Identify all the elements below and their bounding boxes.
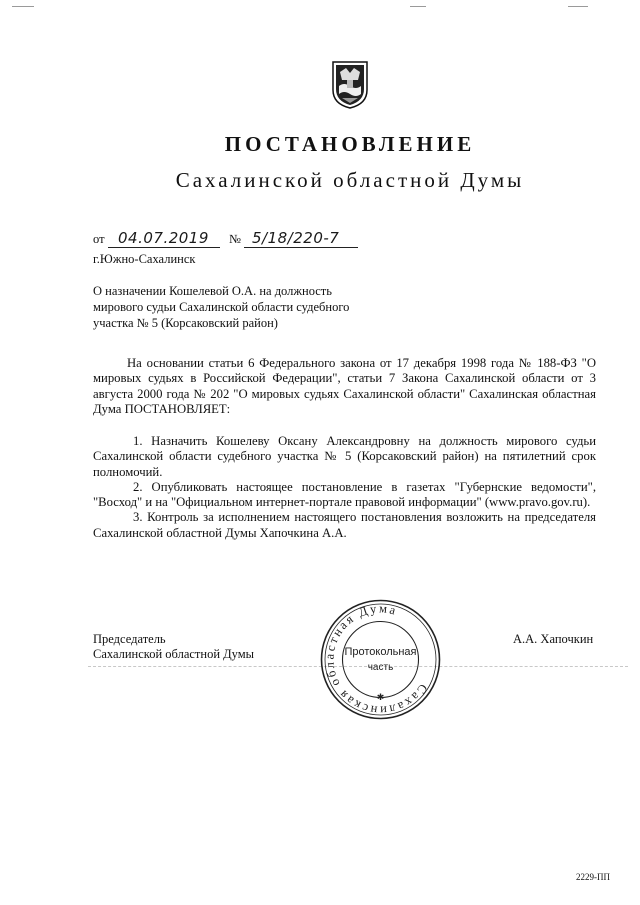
number-prefix: № <box>229 232 241 246</box>
preamble <box>93 356 596 417</box>
position-line: Председатель <box>93 632 166 646</box>
scan-artifact <box>410 6 426 7</box>
city: г.Южно-Сахалинск <box>93 252 196 266</box>
seal-star-icon: ✱ <box>376 692 385 702</box>
scan-artifact <box>12 6 34 7</box>
svg-text:Сахалинская областная Дума <box>318 597 443 722</box>
preamble-text: На основании статьи 6 Федерального закона от 17 декабря 1998 года № 188-ФЗ "О мировых судьях в Российской Федерации", статьи 7 Закона Сахалинской области от 3 августа 2000 года № 202 "О мировых судьях Сахалинской области" Сахалинская областная Дума ПОСТАНОВЛЯЕТ: <box>93 356 596 416</box>
coat-of-arms-emblem <box>330 58 370 110</box>
seal-center-line: часть <box>367 662 394 673</box>
decision-item: 2. Опубликовать настоящее постановление в газетах "Губернские ведомости", "Восход" и на "Официальном интернет-портале правовой информации" (www.pravo.gov.ru). <box>93 479 596 510</box>
scan-artifact <box>568 6 588 7</box>
document-subtitle: Сахалинской областной Думы <box>175 168 525 192</box>
signatory-name: А.А. Хапочкин <box>513 632 594 646</box>
number-field <box>244 229 358 248</box>
decision-item: 1. Назначить Кошелеву Оксану Александровну на должность мирового судьи Сахалинской области судебного участка № 5 (Корсаковский район) на пятилетний срок полномочий. <box>93 434 596 479</box>
seal-ring-text: Сахалинская областная Дума <box>322 601 431 718</box>
decision-list <box>93 434 596 541</box>
document-code: 2229-ПП <box>576 872 610 882</box>
subject-block <box>93 283 349 331</box>
subject-line: О назначении Кошелевой О.А. на должность <box>93 284 332 298</box>
date-value: 04.07.2019 <box>118 229 209 247</box>
subject-line: участка № 5 (Корсаковский район) <box>93 316 278 330</box>
signatory-position <box>93 632 254 662</box>
position-line: Сахалинской областной Думы <box>93 647 255 661</box>
subject-line: мирового судьи Сахалинской области судебного <box>93 300 350 314</box>
decision-item: 3. Контроль за исполнением настоящего постановления возложить на председателя Сахалинской областной Думы Хапочкина А.А. <box>93 510 596 540</box>
document-title: ПОСТАНОВЛЕНИЕ <box>224 132 476 156</box>
date-field <box>108 229 220 248</box>
date-prefix: от <box>93 232 105 246</box>
official-seal <box>318 597 443 722</box>
seal-center-line: Протокольная <box>344 646 417 658</box>
number-value: 5/18/220-7 <box>252 229 340 247</box>
